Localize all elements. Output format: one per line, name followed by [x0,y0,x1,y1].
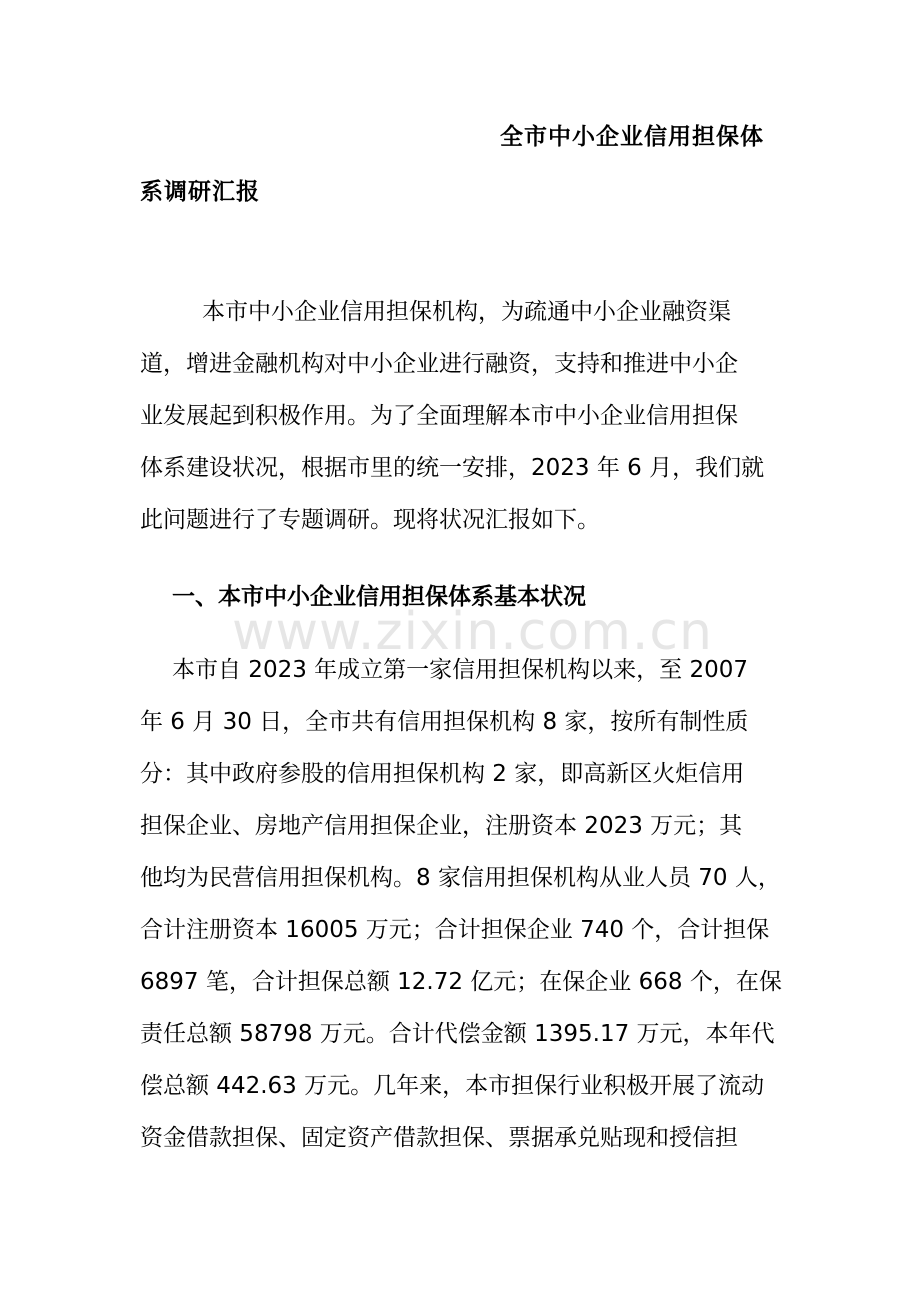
body-line: 合计注册资本 16005 万元；合计担保企业 740 个，合计担保 [140,917,770,943]
body-line: 6897 笔，合计担保总额 12.72 亿元；在保企业 668 个，在保 [140,969,782,995]
body-line: 偿总额 442.63 万元。几年来，本市担保行业积极开展了流动 [140,1073,765,1099]
body-line: 本市自 2023 年成立第一家信用担保机构以来，至 2007 [172,657,748,683]
intro-paragraph [140,286,790,546]
body-line: 年 6 月 30 日，全市共有信用担保机构 8 家，按所有制性质 [140,709,749,735]
body-line: 担保企业、房地产信用担保企业，注册资本 2023 万元；其 [140,813,743,839]
intro-line: 本市中小企业信用担保机构，为疏通中小企业融资渠 [202,299,731,325]
watermark: www.zixin.com.cn [232,602,713,662]
document-title-line-2: 系调研汇报 [140,179,260,205]
intro-line: 体系建设状况，根据市里的统一安排，2023 年 6 月，我们就 [140,455,765,481]
section-body-paragraph [140,644,790,1164]
intro-line: 业发展起到积极作用。为了全面理解本市中小企业信用担保 [140,403,738,429]
body-line: 责任总额 58798 万元。合计代偿金额 1395.17 万元，本年代 [140,1021,775,1047]
document-title-line-1: 全市中小企业信用担保体 [500,124,764,150]
body-line: 分：其中政府参股的信用担保机构 2 家，即高新区火炬信用 [140,761,745,787]
body-line: 他均为民营信用担保机构。8 家信用担保机构从业人员 70 人， [140,865,781,891]
intro-line: 此问题进行了专题调研。现将状况汇报如下。 [140,507,600,533]
section-heading: 一、本市中小企业信用担保体系基本状况 [172,584,586,610]
intro-line: 道，增进金融机构对中小企业进行融资，支持和推进中小企 [140,351,738,377]
body-line: 资金借款担保、固定资产借款担保、票据承兑贴现和授信担 [140,1125,738,1151]
